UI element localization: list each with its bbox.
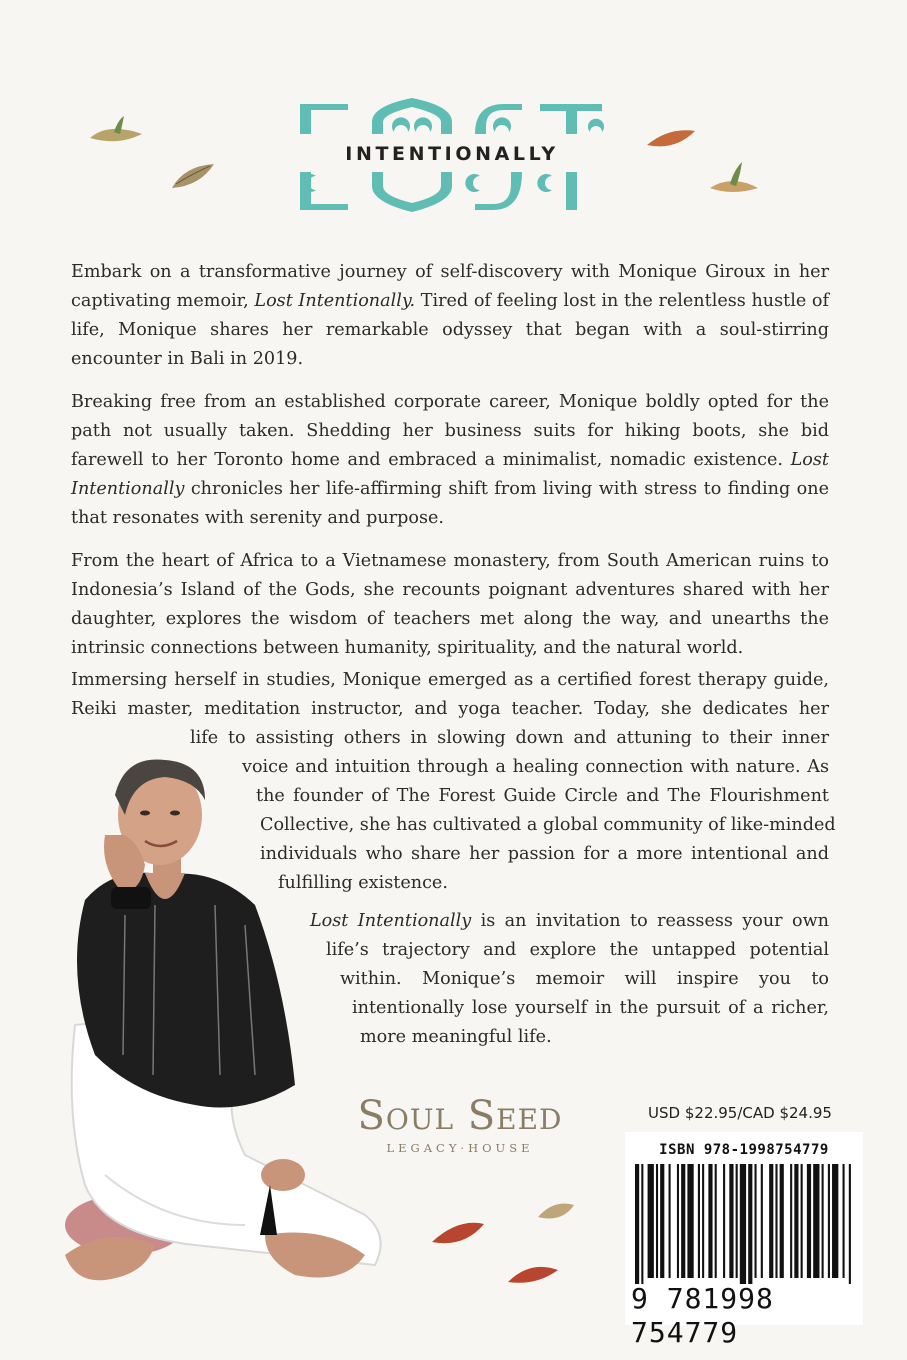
barcode-bar — [748, 1164, 752, 1284]
barcode-bar — [687, 1164, 693, 1278]
barcode-bar — [754, 1164, 756, 1278]
blurb-line: intentionally lose yourself in the pursuit of a richer, — [352, 998, 829, 1018]
leaf-icon — [708, 160, 760, 196]
barcode-icon — [635, 1164, 853, 1284]
barcode-bar — [641, 1164, 643, 1284]
barcode-bar — [813, 1164, 819, 1278]
barcode-bar — [702, 1164, 704, 1278]
barcode-bar — [723, 1164, 725, 1278]
barcode-bar — [635, 1164, 639, 1284]
blurb-line: life to assisting others in slowing down and attuning to their inner — [190, 728, 829, 748]
blurb-line: Reiki master, meditation instructor, and yoga teacher. Today, she dedicates her — [71, 699, 829, 719]
leaf-icon — [506, 1258, 560, 1286]
barcode-bar — [822, 1164, 824, 1278]
leaf-icon — [536, 1195, 576, 1225]
blurb-line: Immersing herself in studies, Monique emerged as a certified forest therapy guide, — [71, 670, 829, 690]
barcode-bar — [698, 1164, 700, 1278]
back-cover-blurb — [71, 258, 829, 677]
book-title-inline: Lost Intentionally — [310, 911, 472, 931]
barcode-bar — [780, 1164, 784, 1278]
barcode-bar — [790, 1164, 792, 1278]
barcode-bar — [729, 1164, 733, 1278]
blurb-paragraph-1: Embark on a transformative journey of self-discovery with Monique Giroux in her captivating memoir, Lost Intentionally. Tired of feeling lost in the relentless hustle of life, Monique shares her remarkable odyssey that began with a soul-stirring encounter in Bali in 2019. — [71, 262, 830, 369]
blurb-paragraph-3: From the heart of Africa to a Vietnamese monastery, from South American ruins to Indonesia’s Island of the Gods, she recounts poignant adventures shared with her daughter, explores the wisdom of teachers met along the way, and unearths the intrinsic connections between humanity, spirituality, and the natural world. — [71, 551, 829, 658]
barcode-bar — [794, 1164, 798, 1278]
barcode-bar — [769, 1164, 773, 1278]
isbn-barcode — [625, 1132, 863, 1349]
barcode-bar — [828, 1164, 830, 1278]
book-title-inline: Lost Intentionally — [71, 450, 829, 499]
blurb-paragraph-2: Breaking free from an established corporate career, Monique boldly opted for the path not usually taken. Shedding her business suits for hiking boots, she bid farewell to her Toronto home and embraced a minimalist, nomadic existence. Lost Intentionally chronicles her life-affirming shift from living with stress to finding one that resonates with serenity and purpose. — [71, 392, 829, 528]
barcode-bar — [843, 1164, 845, 1278]
barcode-bar — [849, 1164, 851, 1284]
blurb-line: fulfilling existence. — [278, 873, 448, 893]
barcode-bar — [807, 1164, 811, 1278]
isbn-label: ISBN 978-1998754779 — [659, 1142, 829, 1158]
leaf-icon — [430, 1214, 486, 1248]
blurb-line: life’s trajectory and explore the untapped potential — [326, 940, 829, 960]
barcode-bar — [801, 1164, 803, 1278]
barcode-bar — [832, 1164, 838, 1278]
barcode-bar — [648, 1164, 654, 1278]
logo-subtitle: INTENTIONALLY — [290, 142, 614, 166]
barcode-bar — [761, 1164, 763, 1278]
leaf-icon — [170, 160, 216, 192]
author-photo — [45, 755, 390, 1325]
barcode-bar — [660, 1164, 664, 1278]
leaf-icon — [88, 114, 144, 146]
publisher-name: Soul Seed — [357, 1093, 563, 1139]
barcode-bar — [740, 1164, 746, 1284]
blurb-line: within. Monique’s memoir will inspire you to — [340, 969, 829, 989]
barcode-bar — [656, 1164, 658, 1278]
leaf-icon — [645, 127, 697, 151]
barcode-bar — [775, 1164, 777, 1278]
barcode-bar — [677, 1164, 679, 1278]
publisher-subtitle: LEGACY·HOUSE — [386, 1141, 534, 1155]
isbn-digits: 9 781998 754779 — [631, 1282, 774, 1349]
book-logo — [0, 92, 907, 222]
barcode-bar — [715, 1164, 717, 1278]
blurb-line: Collective, she has cultivated a global community of like-minded — [260, 815, 836, 835]
blurb-line: voice and intuition through a healing connection with nature. As — [242, 757, 829, 777]
barcode-bar — [736, 1164, 738, 1278]
blurb-line: more meaningful life. — [360, 1027, 552, 1047]
barcode-bar — [669, 1164, 671, 1278]
book-title-inline: Lost Intentionally. — [254, 291, 416, 311]
blurb-line: the founder of The Forest Guide Circle and The Flourishment — [256, 786, 829, 806]
blurb-line: Lost Intentionally is an invitation to reassess your own — [310, 911, 829, 931]
price-label: USD $22.95/CAD $24.95 — [648, 1104, 832, 1122]
barcode-bar — [708, 1164, 712, 1278]
barcode-bar — [681, 1164, 685, 1278]
publisher-logo — [320, 1093, 600, 1155]
blurb-line: individuals who share her passion for a more intentional and — [260, 844, 829, 864]
